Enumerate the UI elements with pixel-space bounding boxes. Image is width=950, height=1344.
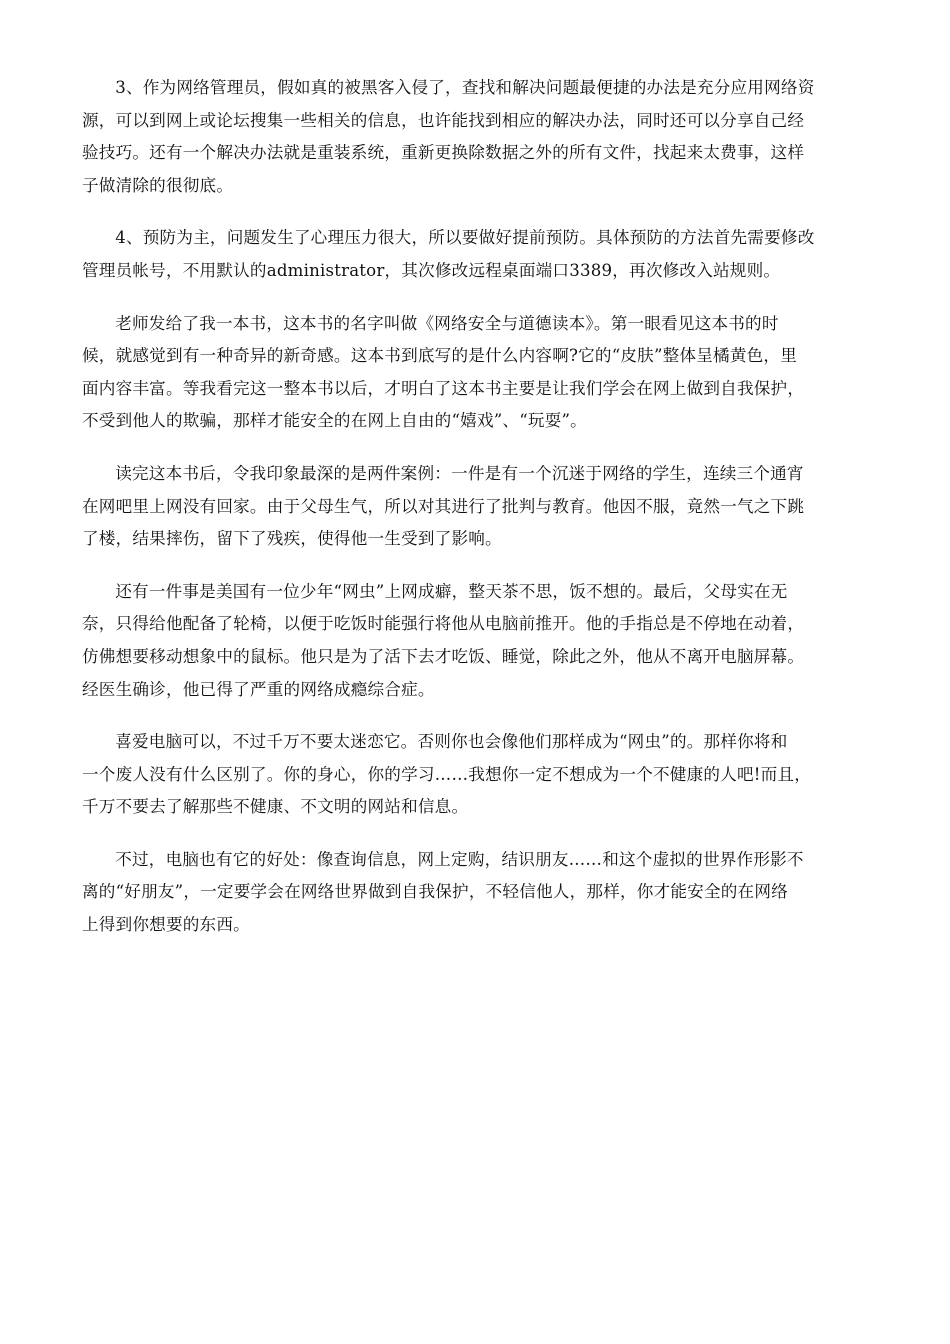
text-line: 候，就感觉到有一种奇异的新奇感。这本书到底写的是什么内容啊?它的“皮肤”整体呈橘黄色，里 — [82, 346, 798, 366]
text-line: 离的“好朋友”，一定要学会在网络世界做到自我保护，不轻信他人，那样，你才能安全的在网络 — [82, 882, 788, 902]
text-line: 经医生确诊，他已得了严重的网络成瘾综合症。 — [82, 679, 435, 699]
text-line: 面内容丰富。等我看完这一整本书以后，才明白了这本书主要是让我们学会在网上做到自我保护， — [82, 378, 805, 398]
paragraph-benefits — [82, 844, 868, 942]
text-line: 还有一件事是美国有一位少年“网虫”上网成癖，整天茶不思，饭不想的。最后，父母实在无 — [115, 581, 788, 601]
text-line: 4、预防为主，问题发生了心理压力很大，所以要做好提前预防。具体预防的方法首先需要修改 — [115, 228, 815, 248]
text-line: 在网吧里上网没有回家。由于父母生气，所以对其进行了批判与教育。他因不服，竟然一气之下跳 — [82, 496, 805, 516]
text-line: 不受到他人的欺骗，那样才能安全的在网上自由的“嬉戏”、“玩耍”。 — [82, 411, 587, 431]
text-line: 读完这本书后，令我印象最深的是两件案例：一件是有一个沉迷于网络的学生，连续三个通宵 — [115, 463, 804, 483]
paragraph-case-two — [82, 576, 868, 706]
text-line: 上得到你想要的东西。 — [82, 915, 250, 935]
text-line: 千万不要去了解那些不健康、不文明的网站和信息。 — [82, 797, 469, 817]
text-line: 喜爱电脑可以，不过千万不要太迷恋它。否则你也会像他们那样成为“网虫”的。那样你将和 — [115, 732, 788, 752]
text-line: 了楼，结果摔伤，留下了残疾，使得他一生受到了影响。 — [82, 529, 502, 549]
paragraph-prevention — [82, 222, 868, 287]
text-line: 老师发给了我一本书，这本书的名字叫做《网络安全与道德读本》。第一眼看见这本书的时 — [115, 313, 779, 333]
text-line: 奈，只得给他配备了轮椅，以便于吃饭时能强行将他从电脑前推开。他的手指总是不停地在动着， — [82, 614, 805, 634]
paragraph-case-one — [82, 458, 868, 556]
paragraph-advice — [82, 726, 868, 824]
paragraph-hacker-response — [82, 72, 868, 202]
text-line: 不过，电脑也有它的好处：像查询信息，网上定购，结识朋友……和这个虚拟的世界作形影不 — [115, 849, 804, 869]
document-page — [82, 72, 868, 962]
paragraph-book-intro — [82, 308, 868, 438]
text-line: 子做清除的很彻底。 — [82, 175, 234, 195]
text-line: 源，可以到网上或论坛搜集一些相关的信息，也许能找到相应的解决办法，同时还可以分享自己经 — [82, 110, 805, 130]
text-line: 验技巧。还有一个解决办法就是重装系统，重新更换除数据之外的所有文件，找起来太费事，这样 — [82, 143, 805, 163]
text-line: 一个废人没有什么区别了。你的身心，你的学习……我想你一定不想成为一个不健康的人吧!而且， — [82, 764, 811, 784]
text-line: 管理员帐号，不用默认的administrator，其次修改远程桌面端口3389，再次修改入站规则。 — [82, 260, 781, 280]
text-line: 仿佛想要移动想象中的鼠标。他只是为了活下去才吃饭、睡觉，除此之外，他从不离开电脑屏幕。 — [82, 646, 805, 666]
text-line: 3、作为网络管理员，假如真的被黑客入侵了，查找和解决问题最便捷的办法是充分应用网络资 — [115, 78, 815, 97]
